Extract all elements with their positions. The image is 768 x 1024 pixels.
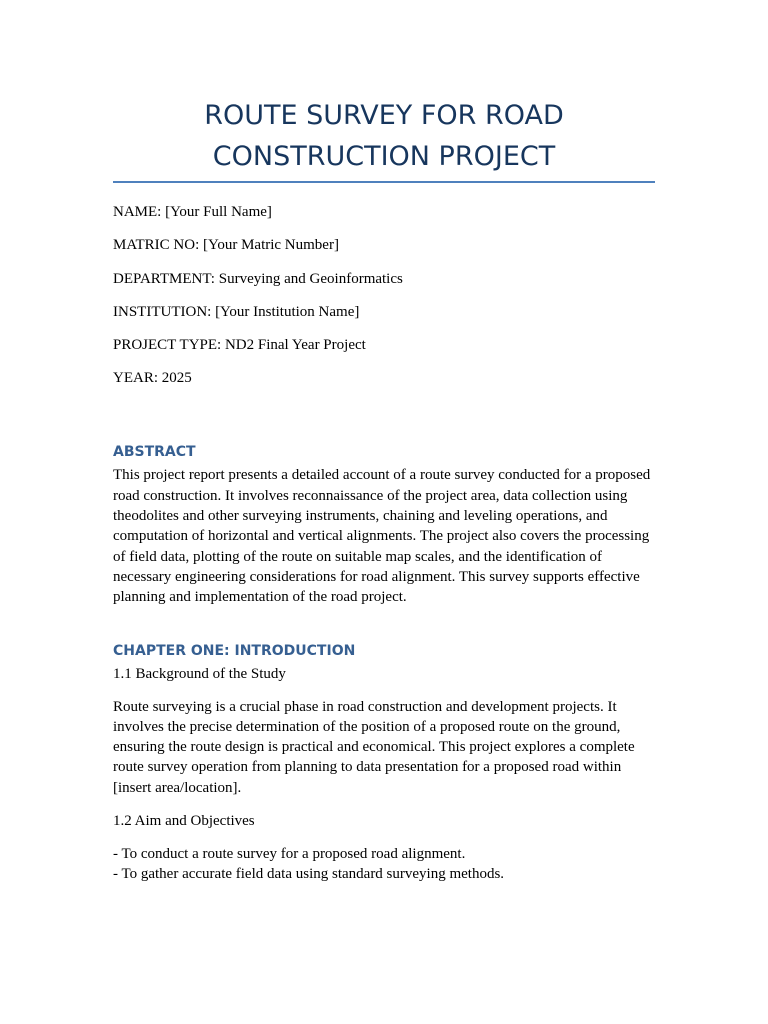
info-name: NAME: [Your Full Name] <box>113 204 272 220</box>
title-line-2: CONSTRUCTION PROJECT <box>212 141 556 172</box>
info-matric-no: MATRIC NO: [Your Matric Number] <box>113 237 339 254</box>
document-title <box>113 0 655 177</box>
info-project-type: PROJECT TYPE: ND2 Final Year Project <box>113 337 366 354</box>
title-line-1: ROUTE SURVEY FOR ROAD <box>204 100 564 131</box>
chapter-one-heading: CHAPTER ONE: INTRODUCTION <box>113 642 356 659</box>
page-content <box>113 0 655 884</box>
info-department: DEPARTMENT: Surveying and Geoinformatics <box>113 270 403 287</box>
student-info-block <box>113 203 655 387</box>
section-1-1-title: 1.1 Background of the Study <box>113 665 286 682</box>
abstract-heading: ABSTRACT <box>113 444 196 461</box>
section-1-1-text: Route surveying is a crucial phase in road construction and development projects. It involves the precise determination of the position of a proposed route on the ground, ensuring the route design is practical and economical. This project explores a complete route survey operation from planning to data presentation for a proposed road within [insert area/location]. <box>113 698 635 796</box>
abstract-text: This project report presents a detailed account of a route survey conducted for a proposed road construction. It involves reconnaissance of the project area, data collection using theodolites and other surveying instruments, chaining and leveling operations, and computation of horizontal and vertical alignments. The project also covers the processing of field data, plotting of the route on suitable map scales, and the identification of necessary engineering considerations for road alignment. This survey supports effective planning and implementation of the road project. <box>113 467 651 606</box>
info-year: YEAR: 2025 <box>113 370 192 387</box>
info-institution: INSTITUTION: [Your Institution Name] <box>113 303 360 320</box>
title-underline <box>113 181 655 183</box>
objective-item-2: - To gather accurate field data using standard surveying methods. <box>113 866 505 883</box>
objective-item-1: - To conduct a route survey for a proposed road alignment. <box>113 846 466 863</box>
objectives-list <box>113 844 655 884</box>
section-1-2-title: 1.2 Aim and Objectives <box>113 813 255 830</box>
